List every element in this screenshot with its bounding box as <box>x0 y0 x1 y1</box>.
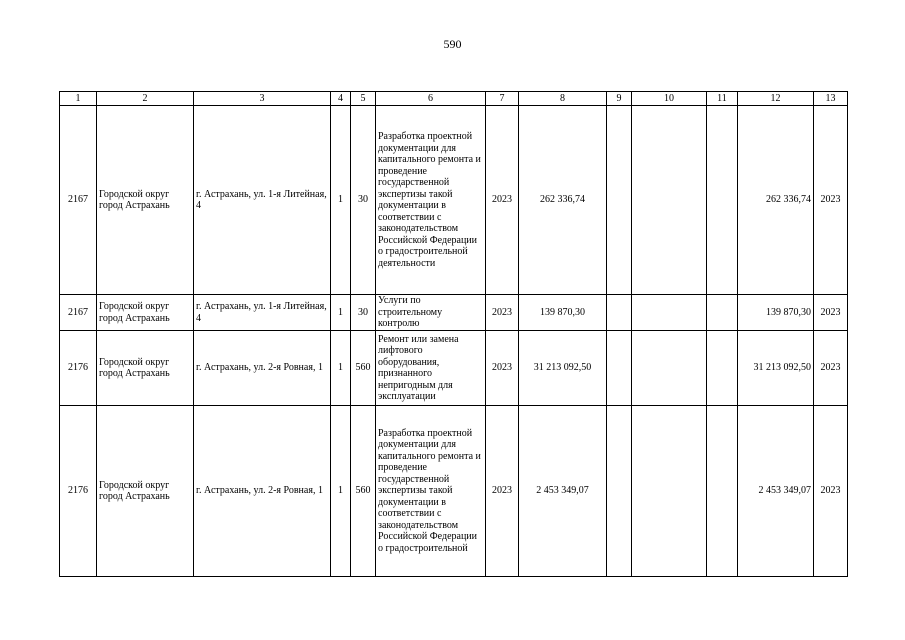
column-number: 4 <box>331 92 351 106</box>
col-10-value <box>632 331 707 406</box>
address: г. Астрахань, ул. 2-я Ровная, 1 <box>194 331 331 406</box>
work-type: Разработка проектной документации для капитального ремонта и проведение государственной экспертизы такой документации в соответствии с законодательством Российской Федерации о градостроительной <box>376 406 486 577</box>
column-number: 6 <box>376 92 486 106</box>
municipality: Городской округ город Астрахань <box>97 295 194 331</box>
column-number: 3 <box>194 92 331 106</box>
col-10-value <box>632 295 707 331</box>
work-type: Услуги по строительному контролю <box>376 295 486 331</box>
year: 2023 <box>486 106 519 295</box>
col-4-value: 1 <box>331 295 351 331</box>
col-11-value <box>707 331 738 406</box>
col-11-value <box>707 295 738 331</box>
municipality: Городской округ город Астрахань <box>97 406 194 577</box>
col-4-value: 1 <box>331 106 351 295</box>
page-number: 590 <box>443 37 462 51</box>
year: 2023 <box>486 295 519 331</box>
table-row <box>60 106 848 295</box>
column-number: 12 <box>738 92 814 106</box>
municipality: Городской округ город Астрахань <box>97 106 194 295</box>
completion-year: 2023 <box>814 106 848 295</box>
column-number: 11 <box>707 92 738 106</box>
address: г. Астрахань, ул. 1-я Литейная, 4 <box>194 295 331 331</box>
year: 2023 <box>486 406 519 577</box>
col-9-value <box>607 295 632 331</box>
column-number: 9 <box>607 92 632 106</box>
column-number: 5 <box>351 92 376 106</box>
table-header-row <box>60 92 848 106</box>
municipality: Городской округ город Астрахань <box>97 331 194 406</box>
cost-amount: 139 870,30 <box>738 295 814 331</box>
cost-amount: 262 336,74 <box>738 106 814 295</box>
completion-year: 2023 <box>814 331 848 406</box>
record-number: 2167 <box>60 106 97 295</box>
cost-total: 2 453 349,07 <box>519 406 607 577</box>
col-9-value <box>607 406 632 577</box>
record-number: 2167 <box>60 295 97 331</box>
col-5-value: 560 <box>351 406 376 577</box>
record-number: 2176 <box>60 331 97 406</box>
col-11-value <box>707 106 738 295</box>
col-10-value <box>632 406 707 577</box>
record-number: 2176 <box>60 406 97 577</box>
cost-total: 139 870,30 <box>519 295 607 331</box>
year: 2023 <box>486 331 519 406</box>
col-9-value <box>607 106 632 295</box>
col-4-value: 1 <box>331 331 351 406</box>
col-5-value: 30 <box>351 106 376 295</box>
address: г. Астрахань, ул. 2-я Ровная, 1 <box>194 406 331 577</box>
work-type: Разработка проектной документации для капитального ремонта и проведение государственной экспертизы такой документации в соответствии с законодательством Российской Федерации о градостроительной деятельности <box>376 106 486 295</box>
cost-total: 31 213 092,50 <box>519 331 607 406</box>
column-number: 10 <box>632 92 707 106</box>
address: г. Астрахань, ул. 1-я Литейная, 4 <box>194 106 331 295</box>
col-10-value <box>632 106 707 295</box>
column-number: 13 <box>814 92 848 106</box>
column-number: 7 <box>486 92 519 106</box>
col-5-value: 30 <box>351 295 376 331</box>
col-9-value <box>607 331 632 406</box>
table-row <box>60 331 848 406</box>
completion-year: 2023 <box>814 295 848 331</box>
cost-total: 262 336,74 <box>519 106 607 295</box>
table-row <box>60 295 848 331</box>
col-5-value: 560 <box>351 331 376 406</box>
col-11-value <box>707 406 738 577</box>
table-row <box>60 406 848 577</box>
column-number: 8 <box>519 92 607 106</box>
data-table <box>59 91 848 577</box>
column-number: 1 <box>60 92 97 106</box>
cost-amount: 31 213 092,50 <box>738 331 814 406</box>
work-type: Ремонт или замена лифтового оборудования, признанного непригодным для эксплуатации <box>376 331 486 406</box>
col-4-value: 1 <box>331 406 351 577</box>
column-number: 2 <box>97 92 194 106</box>
completion-year: 2023 <box>814 406 848 577</box>
cost-amount: 2 453 349,07 <box>738 406 814 577</box>
